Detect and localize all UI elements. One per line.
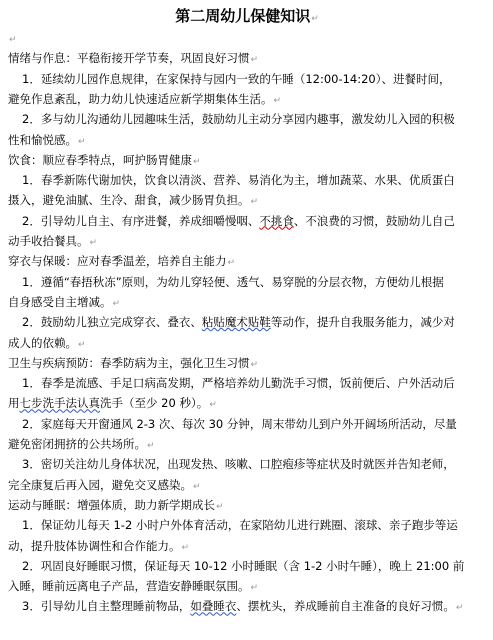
text-line	[8, 396, 486, 412]
line-text: 2．巩固良好睡眠习惯，保证每天 10-12 小时睡眠（含 1-2 小时午睡），晚上 21:00 前	[22, 558, 465, 573]
text-line	[8, 254, 486, 270]
paragraph-mark: ↵	[78, 136, 86, 147]
list-item-line	[8, 214, 494, 228]
line-text: 2．家庭每天开窗通风 2-3 次、每次 30 分钟，周末带幼儿到户外开阔场所活动，尽量	[22, 416, 457, 431]
line-text: 2．多与幼儿沟通幼儿园趣味生活，鼓励幼儿主动分享园内趣事，激发幼儿入园的积极	[22, 112, 455, 127]
text-line	[8, 336, 486, 352]
line-text: 运动与睡眠：增强体质，助力新学期成长	[8, 497, 215, 512]
list-item-line	[8, 518, 494, 532]
text-line	[8, 437, 486, 453]
paragraph-mark: ↵	[147, 441, 155, 451]
line-text: 3．密切关注幼儿身体状况，出现发热、咳嗽、口腔疱疹等症状及时就医并告知老师，	[22, 457, 455, 472]
line-text: 入睡，睡前远离电子产品，营造安静睡眠氛围。	[8, 579, 250, 594]
title-text: 第二周幼儿保健知识	[175, 7, 311, 25]
line-text: 1．保证幼儿每天 1-2 小时户外体育活动，在家陪幼儿进行跳圈、滚球、亲子跑步等运	[22, 518, 458, 533]
paragraph-mark: ↵	[9, 35, 17, 45]
line-text: 1．遵循“春捂秋冻”原则，为幼儿穿轻便、透气、易穿脱的分层衣物，方便幼儿根据	[22, 274, 444, 289]
paragraph-mark: ↵	[273, 95, 282, 106]
text-line	[8, 295, 486, 311]
text-line	[8, 478, 486, 494]
empty-line	[8, 31, 486, 47]
list-item-line	[8, 376, 494, 390]
list-item-line	[8, 72, 494, 86]
text-line	[8, 92, 486, 108]
list-item-line	[8, 599, 494, 615]
paragraph-mark: ↵	[250, 55, 259, 66]
line-text: 饮食：顺应春季特点，呵护肠胃健康	[8, 152, 192, 167]
list-item-line	[8, 112, 494, 126]
line-text: 2．引导幼儿自主、有序进餐，养成细嚼慢咽、不挑食、不浪费的习惯，鼓励幼儿自己	[22, 213, 455, 228]
paragraph-mark: ↵	[181, 542, 190, 553]
line-text: 情绪与作息：平稳衔接开学节奏，巩固良好习惯	[8, 51, 250, 66]
text-line	[8, 193, 486, 209]
line-text: 1．延续幼儿园作息规律，在家保持与园内一致的午睡（12:00-14:20）、进餐时间，	[22, 71, 451, 86]
line-text: 动手收拾餐具。	[8, 234, 89, 248]
line-text: 自身感受自主增减。	[8, 294, 112, 309]
line-text: 用七步洗手法认真洗手（至少 20 秒）。	[8, 396, 209, 411]
paragraph-mark: ↵	[455, 603, 464, 614]
paragraph-mark: ↵	[89, 238, 98, 248]
text-line	[8, 234, 486, 250]
paragraph-mark: ↵	[193, 156, 201, 167]
list-item-line	[8, 457, 494, 471]
text-line	[8, 51, 486, 67]
line-text: 性和愉悦感。	[8, 132, 77, 147]
text-line	[8, 356, 486, 372]
paragraph-mark: ↵	[227, 258, 236, 269]
text-line	[8, 498, 486, 514]
paragraph-mark: ↵	[250, 359, 259, 370]
list-item-line	[8, 173, 494, 187]
paragraph-mark: ↵	[112, 298, 121, 309]
list-item-line	[8, 315, 494, 329]
line-text: 2．鼓励幼儿独立完成穿衣、叠衣、粘贴魔术贴鞋等动作，提升自我服务能力，减少对	[22, 315, 455, 330]
list-item-line	[8, 417, 494, 431]
text-line	[8, 579, 486, 595]
paragraph-mark: ↵	[250, 197, 259, 208]
line-text: 完全康复后再入园，避免交叉感染。	[8, 477, 192, 492]
line-text: 穿衣与保暖：应对春季温差，培养自主能力	[8, 254, 227, 269]
paragraph-mark: ↵	[216, 501, 224, 512]
paragraph-mark: ↵	[250, 583, 259, 594]
grammar-mark: 粘贴魔术贴鞋	[201, 315, 271, 330]
grammar-mark: 七步洗手法认真	[19, 396, 100, 411]
list-item-line	[8, 275, 494, 289]
text-line	[8, 133, 486, 149]
paragraph-mark: ↵	[311, 14, 319, 24]
spellcheck-mark: 不挑食	[259, 213, 294, 228]
line-text: 1．春季新陈代谢加快，饮食以清淡、营养、易消化为主，增加蔬菜、水果、优质蛋白	[22, 173, 455, 188]
document-title	[0, 6, 494, 29]
line-text: 成人的依赖。	[8, 335, 77, 350]
line-text: 避免作息紊乱，助力幼儿快速适应新学期集体生活。	[8, 91, 273, 106]
paragraph-mark: ↵	[193, 481, 201, 492]
line-text: 动，提升肢体协调性和合作能力。	[8, 538, 181, 553]
text-line	[8, 153, 486, 169]
text-line	[8, 539, 486, 555]
line-text: 摄入，避免油腻、生冷、甜食，减少肠胃负担。	[8, 193, 250, 208]
grammar-mark: 如叠睡衣	[190, 599, 237, 614]
paragraph-mark: ↵	[78, 339, 86, 350]
paragraph-mark: ↵	[209, 400, 217, 411]
list-item-line	[8, 559, 494, 573]
line-text: 卫生与疾病预防：春季防病为主，强化卫生习惯	[8, 355, 250, 370]
line-text: 1．春季是流感、手足口病高发期，严格培养幼儿勤洗手习惯，饭前便后、户外活动后	[22, 376, 455, 391]
line-text: 3．引导幼儿自主整理睡前物品，如叠睡衣、摆枕头，养成睡前自主准备的良好习惯。	[22, 599, 455, 614]
line-text: 避免密闭拥挤的公共场所。	[8, 437, 146, 451]
